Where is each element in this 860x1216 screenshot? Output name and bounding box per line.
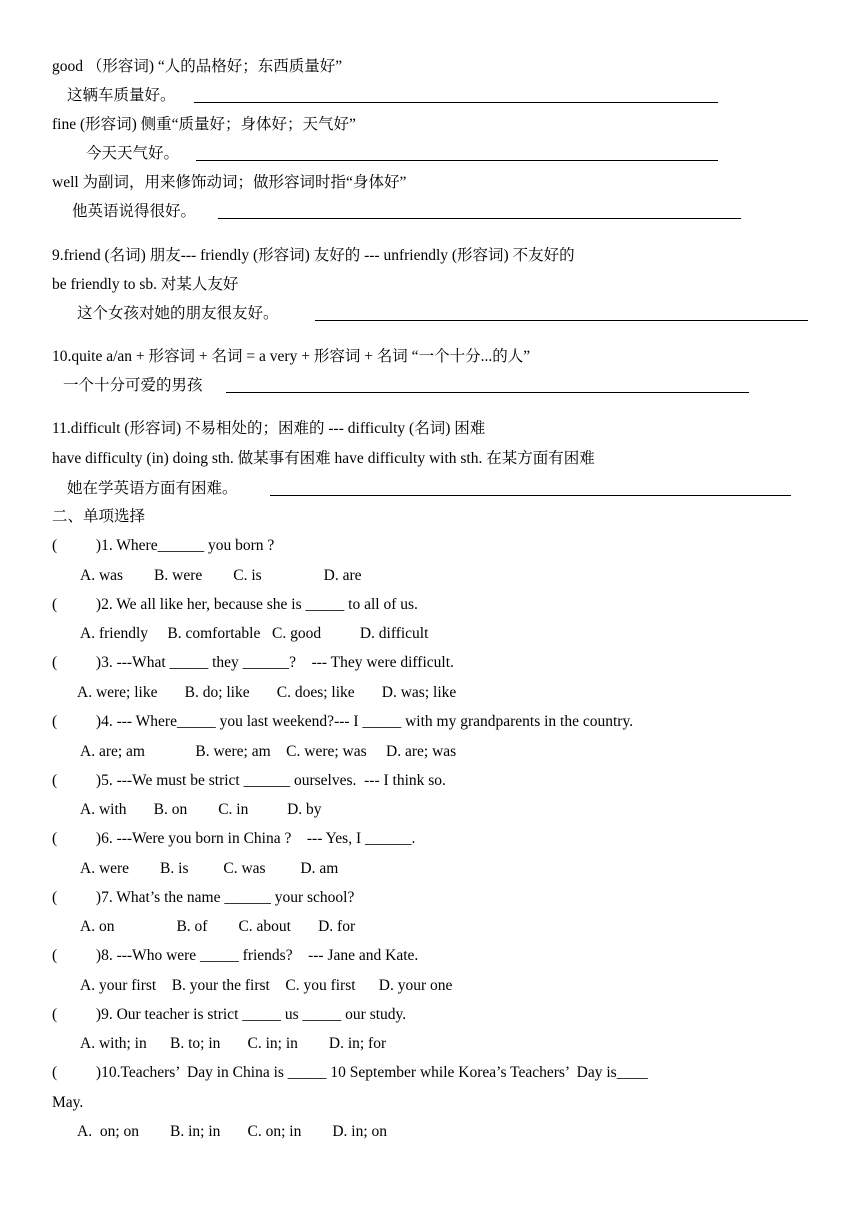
exercise-good: 这辆车质量好。: [67, 87, 176, 104]
exercise-friend: 这个女孩对她的朋友很友好。: [77, 305, 279, 322]
note-good: good （形容词) “人的品格好；东西质量好”: [52, 58, 343, 75]
note-quite: 10.quite a/an + 形容词 + 名词 = a very + 形容词 + 名词 “一个十分...的人”: [52, 348, 531, 365]
exercise-well: 他英语说得很好。: [72, 203, 197, 220]
answer-blank-good[interactable]: [194, 102, 718, 103]
answer-blank-fine[interactable]: [196, 160, 718, 161]
question-6: ( )6. ---Were you born in China ? --- Yes, I ______.: [52, 830, 416, 847]
section-title: 二、单项选择: [52, 508, 146, 525]
note-well: well 为副词，用来修饰动词；做形容词时指“身体好”: [52, 174, 407, 191]
note-fine: fine (形容词) 侧重“质量好；身体好；天气好”: [52, 116, 356, 133]
question-10: ( )10.Teachers’ Day in China is _____ 10 September while Korea’s Teachers’ Day is____: [52, 1064, 648, 1081]
question-9: ( )9. Our teacher is strict _____ us _____ our study.: [52, 1006, 407, 1023]
question-5: ( )5. ---We must be strict ______ ourselves. --- I think so.: [52, 772, 446, 789]
question-10-continued: May.: [52, 1094, 84, 1111]
note-difficult: 11.difficult (形容词) 不易相处的；困难的 --- difficulty (名词) 困难: [52, 420, 486, 437]
options-1: A. was B. were C. is D. are: [80, 567, 362, 584]
question-2: ( )2. We all like her, because she is _____ to all of us.: [52, 596, 418, 613]
phrase-friendly: be friendly to sb. 对某人友好: [52, 276, 239, 293]
options-3: A. were; like B. do; like C. does; like D. was; like: [77, 684, 457, 701]
options-10: A. on; on B. in; in C. on; in D. in; on: [77, 1123, 388, 1140]
question-1: ( )1. Where______ you born ?: [52, 537, 275, 554]
phrase-difficulty: have difficulty (in) doing sth. 做某事有困难 have difficulty with sth. 在某方面有困难: [52, 450, 595, 467]
exercise-difficult: 她在学英语方面有困难。: [67, 480, 238, 497]
options-9: A. with; in B. to; in C. in; in D. in; for: [80, 1035, 387, 1052]
answer-blank-difficult[interactable]: [270, 495, 791, 496]
question-4: ( )4. --- Where_____ you last weekend?--- I _____ with my grandparents in the country.: [52, 713, 634, 730]
options-4: A. are; am B. were; am C. were; was D. are; was: [80, 743, 457, 760]
answer-blank-friend[interactable]: [315, 320, 808, 321]
exercise-fine: 今天天气好。: [86, 145, 180, 162]
question-3: ( )3. ---What _____ they ______? --- They were difficult.: [52, 654, 454, 671]
question-8: ( )8. ---Who were _____ friends? --- Jane and Kate.: [52, 947, 419, 964]
options-8: A. your first B. your the first C. you first D. your one: [80, 977, 453, 994]
answer-blank-quite[interactable]: [226, 392, 749, 393]
options-7: A. on B. of C. about D. for: [80, 918, 356, 935]
options-2: A. friendly B. comfortable C. good D. difficult: [80, 625, 429, 642]
exercise-quite: 一个十分可爱的男孩: [63, 377, 203, 394]
options-5: A. with B. on C. in D. by: [80, 801, 322, 818]
note-friend: 9.friend (名词) 朋友--- friendly (形容词) 友好的 --- unfriendly (形容词) 不友好的: [52, 247, 575, 264]
answer-blank-well[interactable]: [218, 218, 741, 219]
question-7: ( )7. What’s the name ______ your school?: [52, 889, 355, 906]
options-6: A. were B. is C. was D. am: [80, 860, 339, 877]
